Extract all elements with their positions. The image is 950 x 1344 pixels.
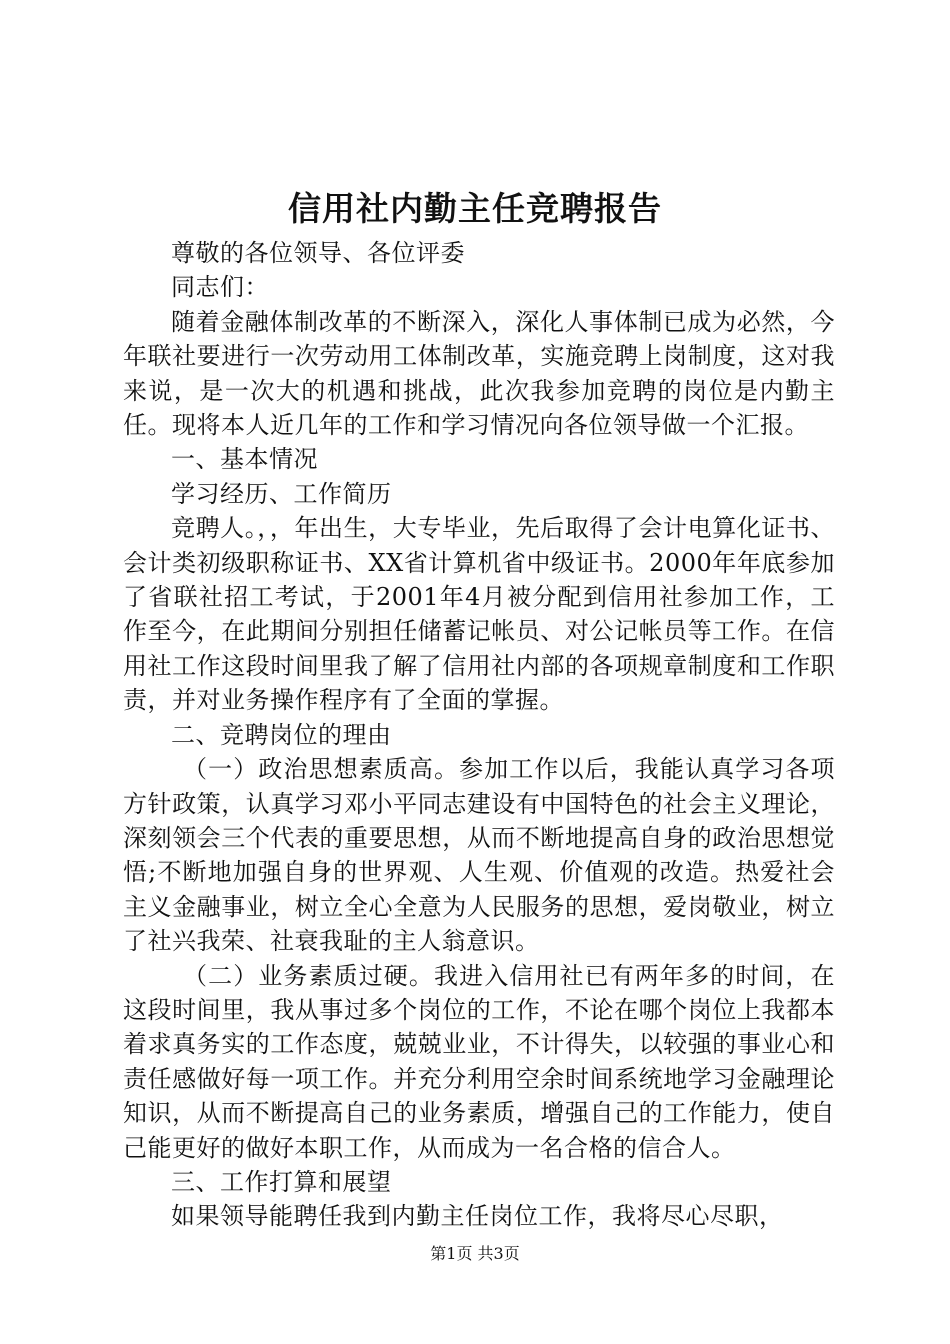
- document-title: 信用社内勤主任竞聘报告: [288, 189, 662, 228]
- section-heading: 三、工作打算和展望: [171, 1167, 392, 1196]
- section-heading: 二、竞聘岗位的理由: [171, 720, 392, 749]
- salutation-line: 尊敬的各位领导、各位评委: [171, 239, 465, 267]
- body-paragraph: （一）政治思想素质高。参加工作以后，我能认真学习各项方针政策，认真学习邓小平同志建设有中国特色的社会主义理论，深刻领会三个代表的重要思想，从而不断地提高自身的政治思想觉悟;不断地加强自身的世界观、人生观、价值观的改造。热爱社会主义金融事业，树立全心全意为人民服务的思想，爱岗敬业，树立了社兴我荣、社衰我耻的主人翁意识。: [123, 755, 835, 956]
- document-body: [123, 236, 835, 1234]
- subsection-heading: 学习经历、工作简历: [171, 479, 392, 508]
- body-paragraph: 随着金融体制改革的不断深入，深化人事体制已成为必然，今年联社要进行一次劳动用工体制改革，实施竞聘上岗制度，这对我来说，是一次大的机遇和挑战，此次我参加竞聘的岗位是内勤主任。现将本人近几年的工作和学习情况向各位领导做一个汇报。: [123, 307, 835, 440]
- salutation-line: 同志们：: [171, 273, 269, 302]
- page-footer: 第1页 共3页: [430, 1244, 520, 1263]
- body-paragraph: （二）业务素质过硬。我进入信用社已有两年多的时间，在这段时间里，我从事过多个岗位的工作，不论在哪个岗位上我都本着求真务实的工作态度，兢兢业业，不计得失，以较强的事业心和责任感做好每一项工作。并充分利用空余时间系统地学习金融理论知识，从而不断提高自己的业务素质，增强自己的工作能力，使自己能更好的做好本职工作，从而成为一名合格的信合人。: [123, 961, 835, 1162]
- body-paragraph: 如果领导能聘任我到内勤主任岗位工作，我将尽心尽职，: [171, 1202, 784, 1231]
- section-heading: 一、基本情况: [171, 445, 318, 474]
- body-paragraph: 竞聘人。，，年出生，大专毕业，先后取得了会计电算化证书、会计类初级职称证书、XX省计算机省中级证书。2000年年底参加了省联社招工考试，于2001年4月被分配到信用社参加工作，工作至今，在此期间分别担任储蓄记帐员、对公记帐员等工作。在信用社工作这段时间里我了解了信用社内部的各项规章制度和工作职责，并对业务操作程序有了全面的掌握。: [123, 514, 835, 715]
